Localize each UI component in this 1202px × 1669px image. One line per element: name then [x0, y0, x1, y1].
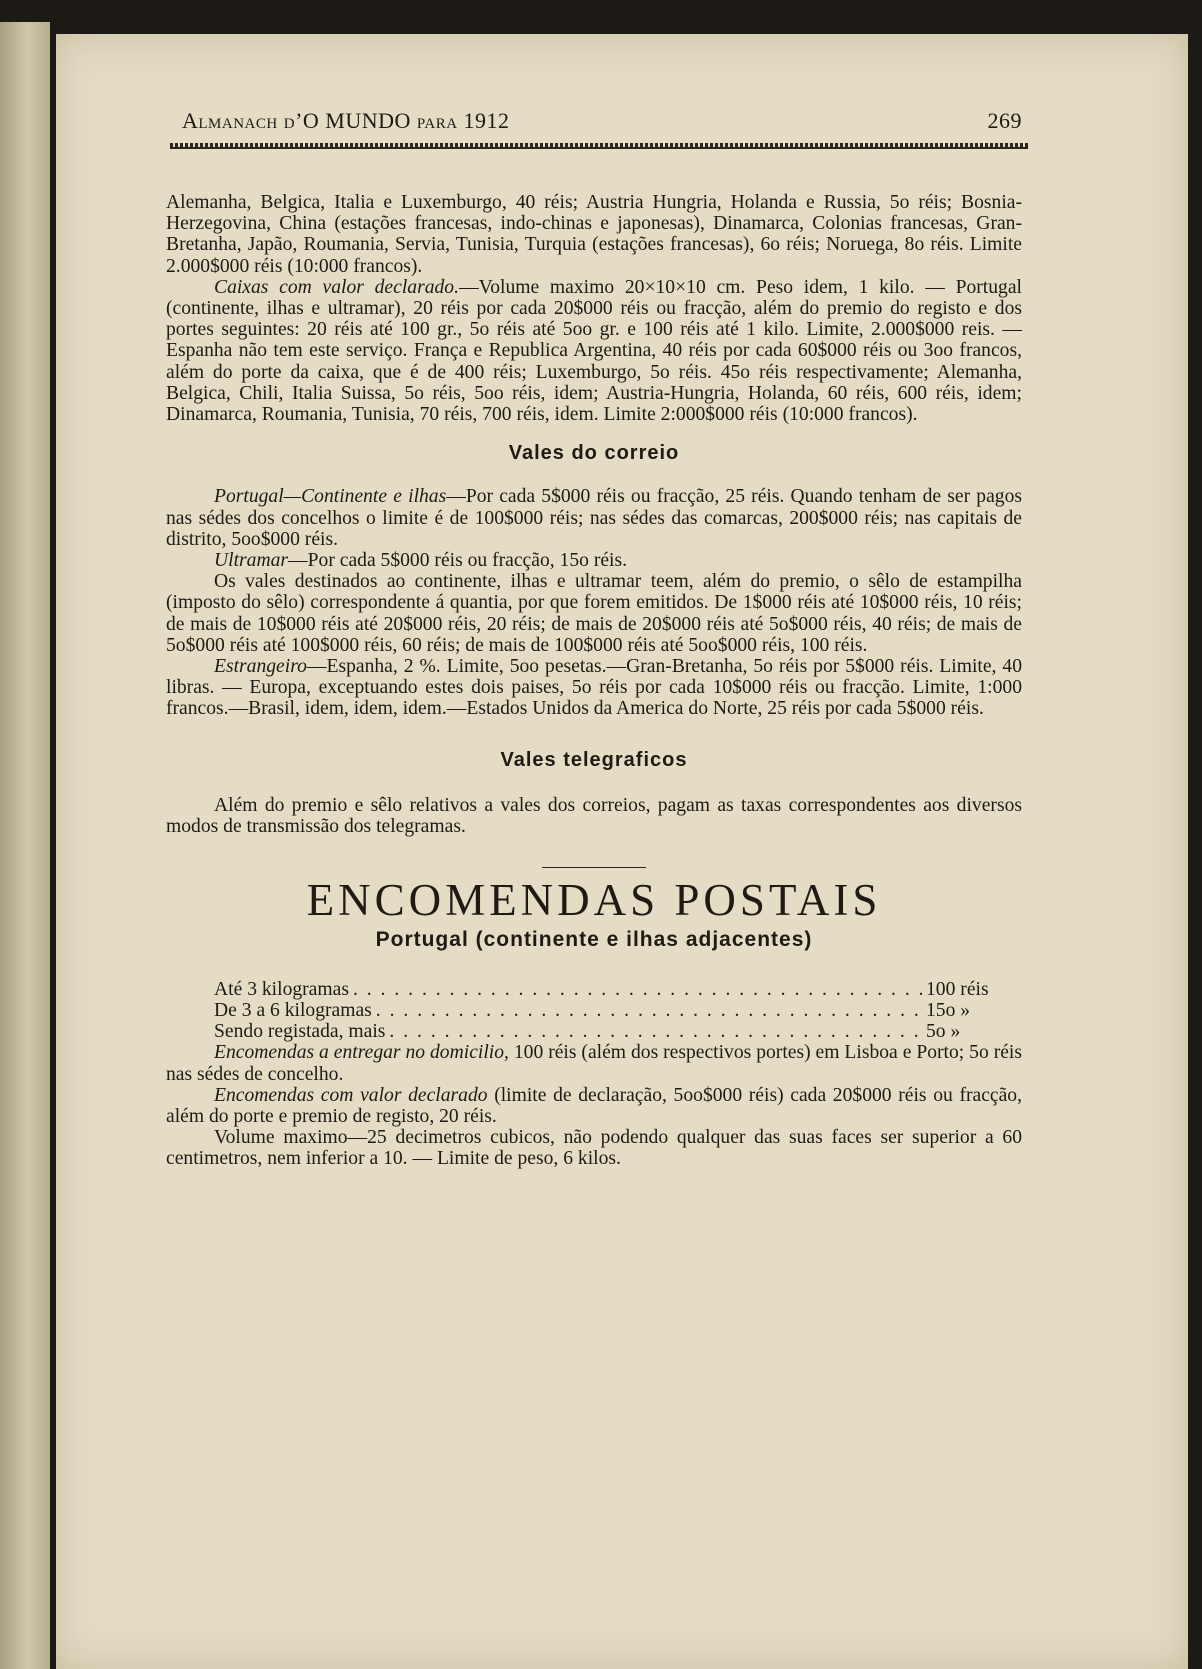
title-encomendas-postais: ENCOMENDAS POSTAIS: [306, 875, 882, 926]
heading-vales-telegraficos: Vales telegraficos: [500, 748, 688, 771]
page-number: 269: [987, 108, 1022, 133]
paragraph-vales-portugal: Portugal—Continente e ilhas—Por cada 5$000 réis ou fracção, 25 réis. Quando tenham de ser pagos nas sédes dos concelhos o limite é de 100$000 réis; nas sédes das comarcas, 200$000 réis; nas capitais de distrito, 5oo$000 réis.: [166, 486, 1023, 550]
paragraph-encomendas-valor-declarado: Encomendas com valor declarado (limite de declaração, 5oo$000 réis) cada 20$000 réis ou fracção, além do porte e premio de registo, 20 réis.: [166, 1084, 1022, 1127]
paragraph-vales-telegraficos: Além do premio e sêlo relativos a vales dos correios, pagam as taxas correspondentes aos diversos modos de transmissão dos telegramas.: [166, 794, 1022, 838]
leader-dots: [376, 1000, 922, 1021]
paragraph-vales-ultramar: Ultramar—Por cada 5$000 réis ou fracção, 15o réis.: [214, 550, 628, 572]
paragraph-vales-estrangeiro: Estrangeiro—Espanha, 2 %. Limite, 5oo pesetas.—Gran-Bretanha, 5o réis por 5$000 réis. Limite, 40 libras. — Europa, exceptuando estes dois paises, 5o réis por cada 10$000 réis ou fracção. Limite, 1:000 francos.—Brasil, idem, idem, idem.—Estados Unidos da America do Norte, 25 réis por cada 5$000 réis.: [166, 656, 1022, 720]
tariff-row: De 3 a 6 kilogramas . . . 15o »: [166, 1000, 1022, 1021]
paragraph-tariffs-continued: Alemanha, Belgica, Italia e Luxemburgo, 40 réis; Austria Hungria, Holanda e Russia, 5o réis; Bosnia-Herzegovina, China (estações francesas, indo-chinas e japonesas), Dinamarca, Colonias francesas, Gran-Bretanha, Japão, Roumania, Servia, Tunisia, Turquia (estações francesas), 6o réis; Noruega, 8o réis. Limite 2.000$000 réis (10:000 francos).: [166, 192, 1022, 277]
leader-dots: [353, 979, 922, 1000]
paragraph-volume-maximo: Volume maximo—25 decimetros cubicos, não podendo qualquer das suas faces ser superior a 60 centimetros, nem inferior a 10. — Limite de peso, 6 kilos.: [166, 1127, 1022, 1170]
tariff-row: Sendo registada, mais . . . 5o »: [166, 1021, 1022, 1042]
running-header: [182, 108, 1022, 138]
paragraph-caixas-valor-declarado: Caixas com valor declarado.—Volume maximo 20×10×10 cm. Peso idem, 1 kilo. — Portugal (continente, ilhas e ultramar), 20 réis por cada 20$000 réis ou fracção, além do premio do registo e dos portes seguintes: 20 réis até 100 gr., 5o réis até 5oo gr. e 100 réis até 1 kilo. Limite, 2.000$000 reis. — Espanha não tem este serviço. França e Republica Argentina, 40 réis por cada 60$000 réis ou 3oo francos, além do porte da caixa, que é de 400 réis; Luxemburgo, 5o réis. 45o réis respectivamente; Alemanha, Belgica, Chili, Italia Suissa, 5o réis, 5oo réis, idem; Austria-Hungria, Holanda, 60 réis, 600 réis, idem; Dinamarca, Roumania, Tunisia, 70 réis, 700 réis, idem. Limite 2:000$000 réis (10:000 francos).: [166, 276, 1022, 426]
leader-dots: [389, 1021, 922, 1042]
page-content: [166, 192, 1022, 1170]
tariff-row: Até 3 kilogramas . . . 100 réis: [166, 979, 1022, 1000]
paragraph-encomendas-domicilio: Encomendas a entregar no domicilio, 100 réis (além dos respectivos portes) em Lisboa e Porto; 5o réis nas sédes de concelho.: [166, 1042, 1022, 1085]
heading-vales-do-correio: Vales do correio: [508, 442, 680, 465]
heading-portugal-continente-ilhas: Portugal (continente e ilhas adjacentes): [375, 928, 813, 952]
paragraph-vales-selo: Os vales destinados ao continente, ilhas e ultramar teem, além do premio, o sêlo de estampilha (imposto do sêlo) correspondente á quantia, por que forem emitidos. De 1$000 réis até 10$000 réis, 10 réis; de mais de 10$000 réis até 20$000 réis, 20 réis; de mais de 20$000 réis até 5o$000 réis, 40 réis; de mais de 5o$000 réis até 100$000 réis, 60 réis; de mais de 100$000 réis até 5oo$000 réis, 100 réis.: [166, 571, 1022, 656]
section-divider: [542, 867, 646, 868]
header-rule-line: [170, 147, 1028, 149]
previous-page-edge: [0, 22, 50, 1669]
header-title: Almanach d’O MUNDO para 1912: [182, 108, 510, 133]
